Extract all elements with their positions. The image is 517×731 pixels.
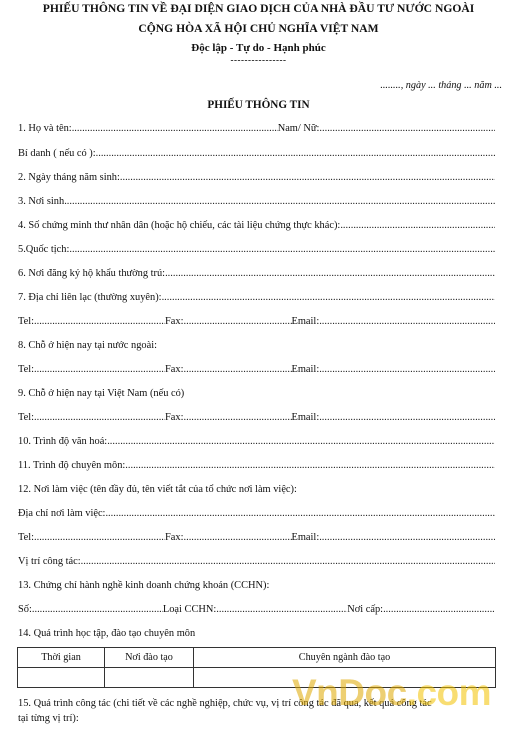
national-motto: Độc lập - Tự do - Hạnh phúc <box>191 42 326 54</box>
field-education <box>18 435 495 449</box>
work-position-label: Vị trí công tác: <box>18 556 81 567</box>
contact-row-7 <box>18 315 495 329</box>
license-number-label: Số: <box>18 604 32 615</box>
table-header-row <box>18 648 496 668</box>
email-label: Email: <box>291 364 320 375</box>
email-label: Email: <box>291 412 320 423</box>
field-foreign-residence <box>18 339 495 353</box>
tel-blank[interactable] <box>34 531 165 545</box>
vndoc-watermark <box>292 672 491 714</box>
document-heading: PHIẾU THÔNG TIN VỀ ĐẠI DIỆN GIAO DỊCH CỦA NHÀ ĐẦU TƯ NƯỚC NGOÀI <box>42 2 475 15</box>
fax-blank[interactable] <box>184 411 292 425</box>
form-title: PHIẾU THÔNG TIN <box>207 99 310 111</box>
alias-blank[interactable] <box>96 147 495 161</box>
field-full-name <box>18 122 495 136</box>
residence-label: 6. Nơi đăng ký hộ khẩu thường trú: <box>18 268 166 279</box>
email-blank[interactable] <box>319 363 495 377</box>
nationality-blank[interactable] <box>69 243 495 257</box>
field-alias <box>18 147 495 161</box>
work-history-line1: 15. Quá trình công tác (chi tiết về các nghề nghiệp, chức vụ, vị trí công tác đã qua, kết quả công tác <box>18 698 432 709</box>
fax-label: Fax: <box>165 316 184 327</box>
education-blank[interactable] <box>107 435 495 449</box>
field-contact-address <box>18 291 495 305</box>
field-vn-residence <box>18 387 495 401</box>
motto-rule: ---------------- <box>230 55 287 65</box>
workplace-label: 12. Nơi làm việc (tên đầy đủ, tên viết tắt của tổ chức nơi làm việc): <box>18 484 297 495</box>
fax-label: Fax: <box>165 412 184 423</box>
work-history-line2: tại từng vị trí): <box>18 713 79 724</box>
tel-blank[interactable] <box>34 315 165 329</box>
field-birth-date <box>18 171 495 185</box>
contact-row-12 <box>18 531 495 545</box>
id-number-blank[interactable] <box>340 219 495 233</box>
watermark-suffix: .com <box>406 672 492 713</box>
field-id-number <box>18 219 495 233</box>
gender-label: Nam/ Nữ: <box>277 123 320 134</box>
full-name-label: 1. Họ và tên: <box>18 123 72 134</box>
training-label: 14. Quá trình học tập, đào tạo chuyên môn <box>18 628 196 639</box>
license-class-blank[interactable] <box>216 603 347 617</box>
email-blank[interactable] <box>319 411 495 425</box>
contact-row-9 <box>18 411 495 425</box>
column-header-institution: Nơi đào tạo <box>105 648 194 668</box>
email-blank[interactable] <box>319 315 495 329</box>
email-label: Email: <box>291 532 320 543</box>
contact-address-blank[interactable] <box>162 291 495 305</box>
birth-place-blank[interactable] <box>64 195 495 209</box>
license-class-label: Loại CCHN: <box>162 604 217 615</box>
id-number-label: 4. Số chứng minh thư nhân dân (hoặc hộ chiếu, các tài liệu chứng thực khác): <box>18 220 341 231</box>
contact-row-8 <box>18 363 495 377</box>
fax-blank[interactable] <box>184 315 292 329</box>
education-label: 10. Trình độ văn hoá: <box>18 436 108 447</box>
national-title: CỘNG HÒA XÃ HỘI CHỦ NGHĨA VIỆT NAM <box>138 22 379 35</box>
table-cell[interactable] <box>105 668 194 688</box>
field-work-position <box>18 555 495 569</box>
field-license <box>18 579 495 593</box>
field-workplace <box>18 483 495 497</box>
field-work-address <box>18 507 495 521</box>
license-place-blank[interactable] <box>383 603 495 617</box>
fax-label: Fax: <box>165 364 184 375</box>
license-label: 13. Chứng chỉ hành nghề kinh doanh chứng khoán (CCHN): <box>18 580 270 591</box>
license-place-label: Nơi cấp: <box>347 604 384 615</box>
field-residence <box>18 267 495 281</box>
email-blank[interactable] <box>319 531 495 545</box>
birth-date-label: 2. Ngày tháng năm sinh: <box>18 172 120 183</box>
work-address-blank[interactable] <box>105 507 495 521</box>
gender-blank[interactable] <box>319 122 495 136</box>
tel-blank[interactable] <box>34 363 165 377</box>
watermark-brand: VnDoc <box>292 672 407 713</box>
fax-blank[interactable] <box>184 363 292 377</box>
tel-label: Tel: <box>18 412 35 423</box>
column-header-time: Thời gian <box>18 648 105 668</box>
tel-label: Tel: <box>18 316 35 327</box>
work-address-label: Địa chỉ nơi làm việc: <box>18 508 106 519</box>
qualification-blank[interactable] <box>125 459 495 473</box>
license-detail-row <box>18 603 495 617</box>
tel-blank[interactable] <box>34 411 165 425</box>
alias-label: Bí danh ( nếu có ): <box>18 148 96 159</box>
birth-date-blank[interactable] <box>120 171 495 185</box>
vn-residence-label: 9. Chỗ ở hiện nay tại Việt Nam (nếu có) <box>18 388 185 399</box>
full-name-blank[interactable] <box>72 122 278 136</box>
tel-label: Tel: <box>18 364 35 375</box>
field-nationality <box>18 243 495 257</box>
tel-label: Tel: <box>18 532 35 543</box>
license-number-blank[interactable] <box>32 603 163 617</box>
email-label: Email: <box>291 316 320 327</box>
nationality-label: 5.Quốc tịch: <box>18 244 70 255</box>
fax-label: Fax: <box>165 532 184 543</box>
foreign-residence-label: 8. Chỗ ở hiện nay tại nước ngoài: <box>18 340 157 351</box>
residence-blank[interactable] <box>165 267 495 281</box>
contact-address-label: 7. Địa chỉ liên lạc (thường xuyên): <box>18 292 162 303</box>
fax-blank[interactable] <box>184 531 292 545</box>
column-header-major: Chuyên ngành đào tạo <box>194 648 496 668</box>
qualification-label: 11. Trình độ chuyên môn: <box>18 460 126 471</box>
field-training <box>18 627 495 641</box>
date-line: ........, ngày ... tháng ... năm ... <box>380 80 502 91</box>
field-qualification <box>18 459 495 473</box>
field-birth-place <box>18 195 495 209</box>
work-position-blank[interactable] <box>81 555 495 569</box>
table-cell[interactable] <box>18 668 105 688</box>
birth-place-label: 3. Nơi sinh <box>18 196 65 207</box>
